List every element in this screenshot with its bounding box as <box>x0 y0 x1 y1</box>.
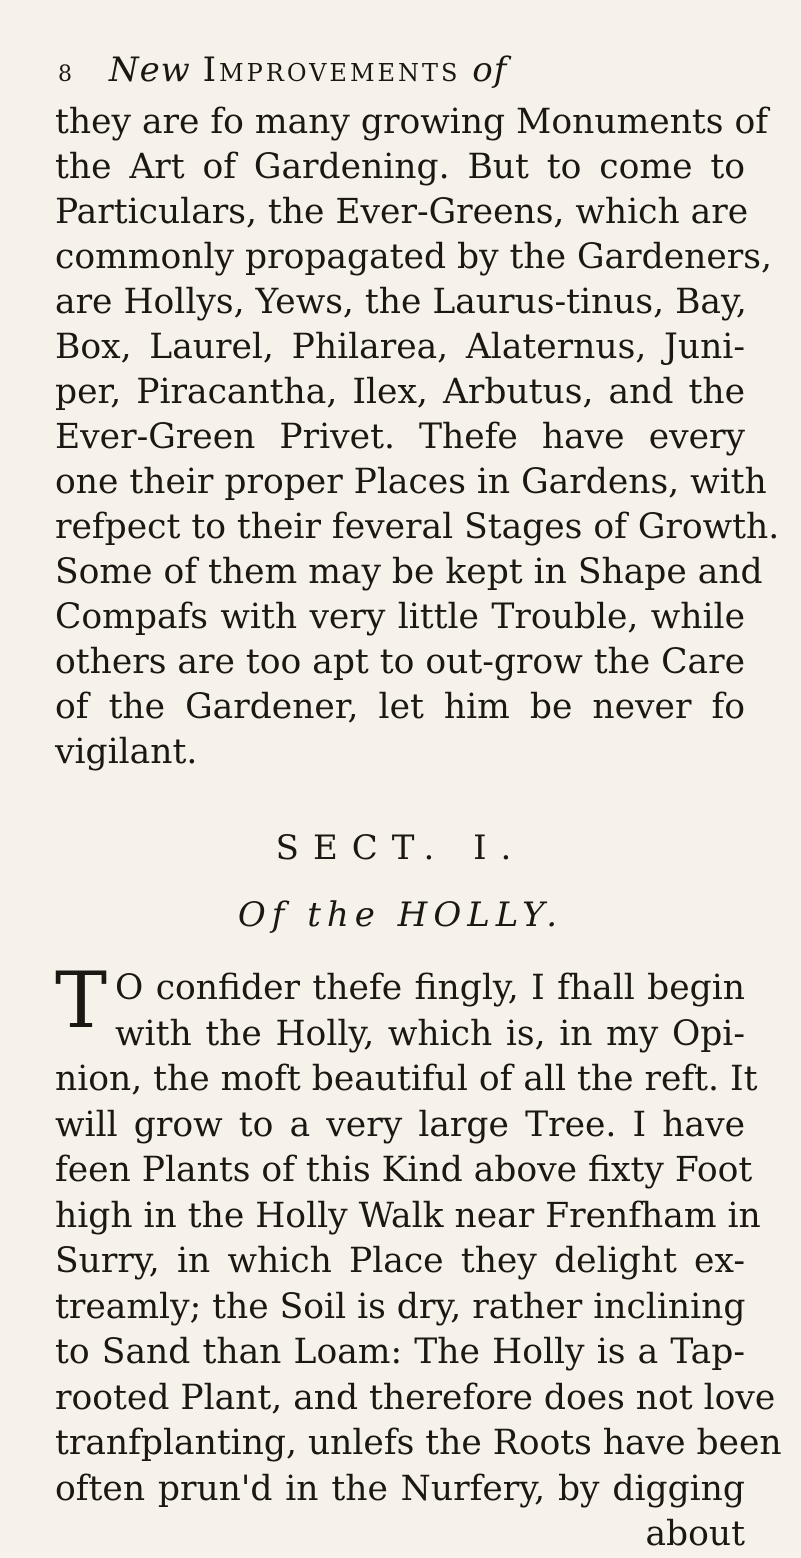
text-line: Compafs with very little Trouble, while <box>55 597 745 637</box>
text-line: Some of them may be kept in Shape and <box>55 552 763 592</box>
text-line: refpect to their feveral Stages of Growth. <box>55 507 780 547</box>
text-line: vigilant. <box>55 732 198 772</box>
text-line: nion, the moft beautiful of all the reft. It <box>55 1059 758 1099</box>
header-title-tail: of <box>472 50 508 90</box>
text-line: with the Holly, which is, in my Opi- <box>115 1013 745 1054</box>
drop-cap: T <box>55 956 108 1046</box>
text-line: feen Plants of this Kind above fixty Foot <box>55 1150 753 1190</box>
text-line: often prun'd in the Nurfery, by digging <box>55 1468 745 1509</box>
text-line: Ever-Green Privet. Thefe have every <box>55 417 745 457</box>
page-number: 8 <box>58 62 73 87</box>
text-line: one their proper Places in Gardens, with <box>55 462 767 502</box>
text-line: will grow to a very large Tree. I have <box>55 1104 745 1145</box>
text-line: high in the Holly Walk near Frenfham in <box>55 1195 761 1236</box>
text-line: Box, Laurel, Philarea, Alaternus, Juni- <box>55 327 745 367</box>
text-line: the Art of Gardening. But to come to <box>55 147 745 187</box>
text-line: rooted Plant, and therefore does not love <box>55 1377 776 1418</box>
text-line: treamly; the Soil is dry, rather inclining <box>55 1286 746 1327</box>
header-title-caps: Improvements <box>202 50 461 90</box>
text-line: Particulars, the Ever-Greens, which are <box>55 192 749 232</box>
text-line: others are too apt to out-grow the Care <box>55 642 746 682</box>
catchword: about <box>645 1514 745 1554</box>
text-line: Surry, in which Place they delight ex- <box>55 1241 745 1281</box>
text-line: to Sand than Loam: The Holly is a Tap- <box>55 1332 745 1372</box>
text-line: they are fo many growing Monuments of <box>55 102 769 142</box>
text-line: commonly propagated by the Gardeners, <box>55 237 772 277</box>
header-title-italic: New <box>108 50 191 90</box>
running-header <box>58 50 758 90</box>
paragraph-holly <box>55 956 782 1558</box>
section-heading: SECT. I. <box>275 828 526 868</box>
text-line: of the Gardener, let him be never fo <box>55 687 745 727</box>
text-line: are Hollys, Yews, the Laurus-tinus, Bay, <box>55 282 747 322</box>
text-line: O confider thefe fingly, I fhall begin <box>115 968 745 1008</box>
text-line: per, Piracantha, Ilex, Arbutus, and the <box>55 372 745 412</box>
section-subtitle: Of the HOLLY. <box>237 895 564 935</box>
paragraph-evergreens <box>55 100 780 775</box>
text-line: tranfplanting, unlefs the Roots have been <box>55 1423 782 1463</box>
